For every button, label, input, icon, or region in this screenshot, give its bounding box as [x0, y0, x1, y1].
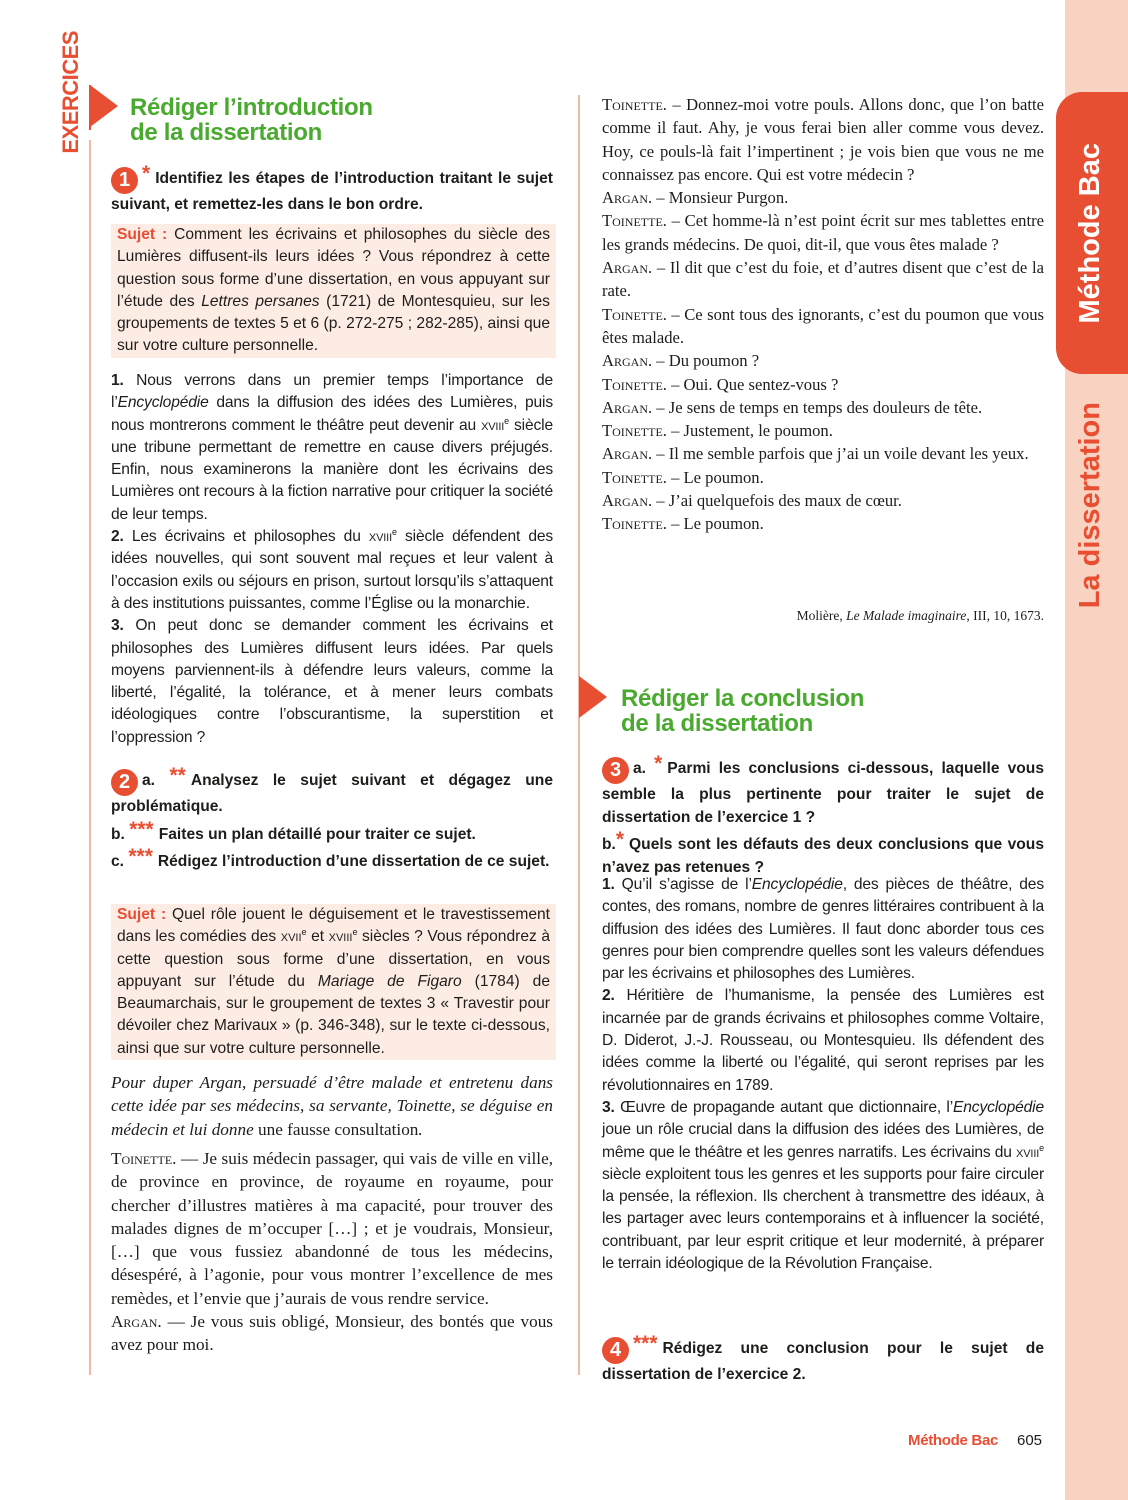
small-caps-text: Toinette.	[602, 95, 667, 114]
small-caps-text: Argan.	[602, 491, 653, 511]
difficulty-stars: ***	[129, 817, 154, 841]
small-caps-text: Toinette.	[602, 421, 667, 441]
dialogue-line: Toinette. – Justement, le poumon.	[602, 421, 833, 441]
italic-text: Encyclopédie	[751, 876, 843, 893]
dialogue-line: Argan. – Il me semble parfois que j’ai un voile devant les yeux.	[602, 444, 1029, 464]
section-title-introduction: Rédiger l’introduction de la dissertation	[130, 94, 373, 146]
small-caps-text: xviii	[1016, 1143, 1040, 1161]
exercise-2	[111, 765, 553, 874]
superscript: e	[352, 927, 358, 938]
list-item: 3. Œuvre de propagande autant que dictionnaire, l’Encyclopédie joue un rôle crucial dans la diffusion des idées des Lumières, de même que le théâtre et les genres narratifs. Les écrivains du xviii$^e$ siècle exploitent tous les genres et les supports pour faire circuler la pensée, la réflexion. Ils cherchent à transmettre des idéaux, à les partager avec leurs contemporains et à influencer la société, contribuant, par leur esprit critique et leur modernité, à préparer le terrain idéologique de la Révolution Française.	[602, 1098, 1044, 1273]
exercise-3	[602, 753, 1044, 879]
exercise-number-badge: 2	[111, 769, 138, 796]
sujet-box-2	[111, 904, 556, 1060]
small-caps-text: xviii	[368, 528, 392, 546]
dialogue-line: Argan. — Je vous suis obligé, Monsieur, des bontés que vous avez pour moi.	[111, 1312, 553, 1355]
sujet-text: Quel rôle jouent le déguisement et le travestissement dans les comédies des xvii$^e$ et xviii$^e$ siècles ? Vous répondrez à cette question sous forme d’une dissertation, en vous appuyant sur l’étude du Mariage de Figaro (1784) de Beaumarchais, sur le groupement de textes 3 « Travestir pour dévoiler chez Marivaux » (p. 346-348), sur le texte ci-dessous, ainsi que sur votre culture personnelle.	[117, 906, 550, 1057]
list-item: 1. Qu’il s’agisse de l’Encyclopédie, des pièces de théâtre, des contes, des romans, nombre de genres littéraires contribuent à la diffusion des idées des Lumières. Il faut donc aborder tous ces genres pour bien comprendre quelles sont les valeurs défendues par les écrivains et philosophes des Lumières.	[602, 876, 1044, 983]
superscript: e	[504, 415, 510, 426]
small-caps-text: Argan.	[111, 1312, 162, 1332]
item-number: 1.	[111, 372, 124, 389]
italic-text: Le Malade imaginaire	[846, 608, 967, 623]
item-number: 3.	[111, 617, 124, 635]
sujet-label: Sujet :	[117, 226, 168, 243]
dialogue-line: Toinette. – Cet homme-là n’est point écrit sur mes tablettes entre les grands médecins. De quoi, dit-il, que vous êtes malade ?	[602, 211, 1044, 254]
dialogue-line: Argan. – Il dit que c’est du foie, et d’autres disent que c’est de la rate.	[602, 258, 1044, 301]
list-item: 2. Héritière de l’humanisme, la pensée des Lumières est incarnée par de grands écrivains et philosophes comme Voltaire, D. Diderot, J.-J. Rousseau, ou Montesquieu. Ils défendent des idées comme la liberté ou l’égalité, qui seront reprises par les révolutionnaires en 1789.	[602, 987, 1044, 1094]
roman-text: une fausse consultation	[258, 1119, 419, 1139]
play-introduction: Pour duper Argan, persuadé d’être malade et entretenu dans cette idée par ses médecins, sa servante, Toinette, se déguise en médecin et lui donne une fausse consultation.	[111, 1073, 553, 1139]
difficulty-stars: ***	[633, 1332, 658, 1355]
small-caps-text: Toinette.	[111, 1149, 177, 1168]
small-caps-text: xviii	[328, 928, 353, 946]
dialogue-line: Toinette. – Le poumon.	[602, 467, 764, 487]
intro-items-list	[111, 370, 553, 749]
play-excerpt-left	[111, 1147, 553, 1357]
dialogue-line: Toinette. — Je suis médecin passager, qui vais de ville en ville, de province en province, de royaume en royaume, pour chercher d’illustres matières à ma capacité, pour trouver des malades dignes de m’occuper […] ; et je voudrais, Monsieur, […] que vous fussiez abandonné de tous les médecins, désespéré, à l’agonie, pour vous montrer l’excellence de mes remèdes, et l’envie que j’aurais de vous rendre service.	[111, 1149, 553, 1308]
page-number: 605	[1017, 1432, 1043, 1449]
small-caps-text: Toinette.	[602, 211, 667, 231]
item-number: 2.	[602, 987, 615, 1005]
play-excerpt-right	[602, 93, 1044, 536]
exercise-number-badge: 4	[602, 1337, 629, 1364]
item-number: 1.	[602, 876, 615, 893]
sujet-text: Comment les écrivains et philosophes du siècle des Lumières diffusent-ils leurs idées ? Vous répondrez à cette question sous forme d’une dissertation, en vous appuyant sur l’étude des Lettres persanes (1721) de Montesquieu, sur les groupements de textes 5 et 6 (p. 272-275 ; 282-285), ainsi que sur votre culture personnelle.	[117, 226, 550, 355]
small-caps-text: Argan.	[602, 258, 653, 278]
item-number: 2.	[111, 528, 124, 546]
middle-column-rule	[578, 95, 580, 1375]
small-caps-text: Argan.	[602, 444, 653, 464]
difficulty-stars: *	[654, 752, 663, 775]
section-arrow-icon	[90, 85, 118, 127]
section-arrow-icon	[579, 676, 607, 718]
small-caps-text: Toinette.	[602, 304, 667, 324]
left-column-rule	[89, 140, 91, 1375]
exercise-instruction: *** Rédigez une conclusion pour le sujet de dissertation de l’exercice 2.	[602, 1332, 1044, 1383]
small-caps-text: Toinette.	[602, 514, 667, 534]
superscript: e	[391, 527, 397, 538]
difficulty-stars: **	[169, 764, 186, 787]
sujet-label: Sujet :	[117, 906, 167, 923]
dialogue-line: Toinette. – Le poumon.	[602, 514, 764, 534]
section-label-exercices: EXERCICES	[58, 30, 83, 154]
dialogue-line: Toinette. – Oui. Que sentez-vous ?	[602, 374, 839, 394]
italic-text: Lettres persanes	[201, 292, 320, 310]
exercise-part-b: b. *** Faites un plan détaillé pour traiter ce sujet.	[111, 817, 476, 843]
small-caps-text: Argan.	[602, 351, 653, 371]
dialogue-line: Toinette. – Ce sont tous des ignorants, c’est du poumon que vous êtes malade.	[602, 304, 1044, 347]
small-caps-text: Toinette.	[602, 467, 667, 487]
footer-section-label: Méthode Bac	[908, 1432, 999, 1449]
exercise-1	[111, 163, 553, 217]
conclusion-items-list	[602, 874, 1044, 1275]
italic-text: Encyclopédie	[117, 394, 209, 412]
tab-methode-bac-label: Méthode Bac	[1073, 142, 1106, 324]
exercise-part-b: b.* Quels sont les défauts des deux conclusions que vous n’avez pas retenues ?	[602, 828, 1044, 876]
dialogue-line: Argan. – J’ai quelquefois des maux de cœur.	[602, 491, 902, 511]
italic-text: Encyclopédie	[953, 1098, 1044, 1116]
exercise-number-badge: 1	[111, 167, 138, 194]
tab-la-dissertation-label[interactable]: La dissertation	[1073, 401, 1106, 609]
exercise-4	[602, 1333, 1044, 1387]
dialogue-line: Argan. – Du poumon ?	[602, 351, 760, 371]
difficulty-stars: ***	[128, 845, 153, 868]
exercise-part-a: a. ** Analysez le sujet suivant et dégagez une problématique.	[111, 764, 554, 815]
small-caps-text: xviii	[481, 416, 505, 434]
list-item: 1. Nous verrons dans un premier temps l’importance de l’Encyclopédie dans la diffusion des idées des Lumières, puis nous montrerons comment le théâtre peut devenir au xviii$^e$ siècle une tribune permettant de remettre en cause divers préjugés. Enfin, nous examinerons la manière dont les écrivains des Lumières ont recours à la fiction narrative pour critiquer la société de leur temps.	[111, 372, 554, 523]
small-caps-text: Argan.	[602, 397, 653, 417]
exercise-number-badge: 3	[602, 757, 629, 784]
dialogue-line: Argan. – Je sens de temps en temps des douleurs de tête.	[602, 397, 983, 417]
difficulty-stars: *	[615, 828, 625, 851]
dialogue-line: Argan. – Monsieur Purgon.	[602, 188, 789, 208]
exercise-instruction: Identifiez les étapes de l’introduction traitant le sujet suivant, et remettez-les dans le bon ordre.	[111, 170, 553, 213]
sujet-box-1	[111, 224, 556, 358]
play-reference: Molière, Le Malade imaginaire, III, 10, 1673.	[796, 608, 1044, 623]
small-caps-text: xvii	[280, 928, 302, 946]
exercise-part-c: c. *** Rédigez l’introduction d’une dissertation de ce sujet.	[111, 845, 550, 870]
item-number: 3.	[602, 1098, 615, 1116]
list-item: 3. On peut donc se demander comment les écrivains et philosophes des Lumières diffusent leurs idées. Par quels moyens parviennent-ils à défendre leurs valeurs, comme la liberté, l’égalité, la tolérance, et à mener leurs combats idéologiques contre l’obscurantisme, la superstition et l’oppression ?	[111, 617, 553, 746]
small-caps-text: Toinette.	[602, 374, 667, 394]
italic-text: Mariage de Figaro	[317, 972, 462, 990]
small-caps-text: Argan.	[602, 188, 653, 208]
list-item: 2. Les écrivains et philosophes du xviii$^e$ siècle défendent des idées nouvelles, qui sont souvent mal reçues et leur valent à l’occasion exils ou séjours en prison, surtout lorsqu’ils s’attaquent à des institutions puissantes, comme l’Église ou la monarchie.	[111, 527, 554, 612]
section-title-conclusion: Rédiger la conclusion de la dissertation	[621, 685, 865, 737]
superscript: e	[301, 927, 307, 938]
exercise-part-a: a. * Parmi les conclusions ci-dessous, laquelle vous semble la plus pertinente pour traiter le sujet de dissertation de l’exercice 1 ?	[602, 752, 1045, 826]
superscript: e	[1039, 1142, 1044, 1153]
dialogue-line: Toinette. – Donnez-moi votre pouls. Allons donc, que l’on batte comme il faut. Ahy, je vous ferai bien aller comme vous devez. Hoy, ce pouls-là fait l’impertinent ; je vois bien que vous ne me connaissez pas encore. Qui est votre médecin ?	[602, 95, 1044, 184]
difficulty-stars: *	[142, 162, 151, 185]
